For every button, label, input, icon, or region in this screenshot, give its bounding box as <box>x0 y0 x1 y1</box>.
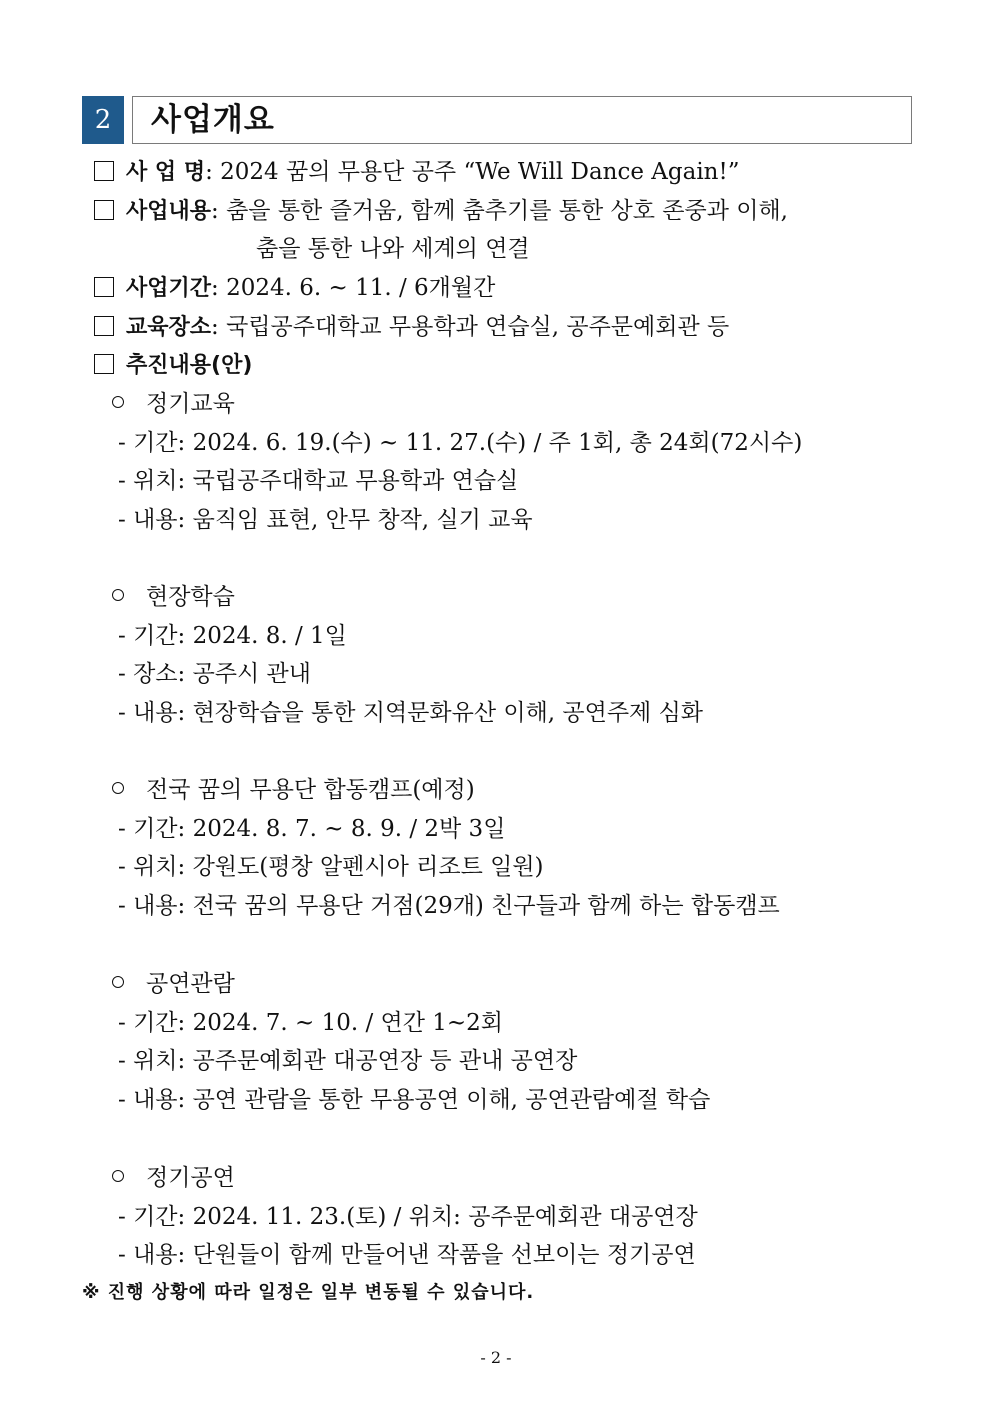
overview-item-content-continuation: 춤을 통한 나와 세계의 연결 <box>256 236 530 262</box>
checkbox-square-icon <box>94 316 114 336</box>
overview-item-name: 사 업 명: 2024 꿈의 무용단 공주 “We Will Dance Again!” <box>94 157 740 188</box>
program-title: 공연관람 <box>112 969 235 999</box>
program-detail: - 내용: 단원들이 함께 만들어낸 작품을 선보이는 정기공연 <box>118 1242 696 1268</box>
overview-item-period: 사업기간: 2024. 6. ~ 11. / 6개월간 <box>94 273 495 304</box>
program-title: 정기교육 <box>112 389 235 419</box>
program-detail: - 기간: 2024. 6. 19.(수) ~ 11. 27.(수) / 주 1회, 총 24회(72시수) <box>118 430 803 456</box>
section-title-box <box>132 96 912 144</box>
program-detail: - 내용: 현장학습을 통한 지역문화유산 이해, 공연주제 심화 <box>118 700 704 726</box>
section-number: 2 <box>82 96 124 144</box>
checkbox-square-icon <box>94 354 114 374</box>
program-title: 현장학습 <box>112 582 235 612</box>
checkbox-square-icon <box>94 277 114 297</box>
program-detail: - 기간: 2024. 8. / 1일 <box>118 623 347 649</box>
program-detail: - 위치: 국립공주대학교 무용학과 연습실 <box>118 468 519 494</box>
program-title: 정기공연 <box>112 1163 235 1193</box>
bullet-circle-icon <box>112 976 124 988</box>
program-detail: - 기간: 2024. 11. 23.(토) / 위치: 공주문예회관 대공연장 <box>118 1204 698 1230</box>
bullet-circle-icon <box>112 396 124 408</box>
program-title: 전국 꿈의 무용단 합동캠프(예정) <box>112 775 475 805</box>
bullet-circle-icon <box>112 589 124 601</box>
program-detail: - 위치: 강원도(평창 알펜시아 리조트 일원) <box>118 854 544 880</box>
checkbox-square-icon <box>94 161 114 181</box>
program-detail: - 장소: 공주시 관내 <box>118 661 311 687</box>
overview-item-location: 교육장소: 국립공주대학교 무용학과 연습실, 공주문예회관 등 <box>94 312 729 343</box>
program-detail: - 내용: 움직임 표현, 안무 창작, 실기 교육 <box>118 507 533 533</box>
page-number: - 2 - <box>480 1348 512 1367</box>
bullet-circle-icon <box>112 1170 124 1182</box>
program-detail: - 내용: 공연 관람을 통한 무용공연 이해, 공연관람예절 학습 <box>118 1087 711 1113</box>
section-title: 사업개요 <box>151 102 275 138</box>
schedule-change-note: ※ 진행 상황에 따라 일정은 일부 변동될 수 있습니다. <box>82 1282 535 1303</box>
program-detail: - 기간: 2024. 7. ~ 10. / 연간 1~2회 <box>118 1010 504 1036</box>
overview-item-plan: 추진내용(안) <box>94 350 252 381</box>
bullet-circle-icon <box>112 782 124 794</box>
program-detail: - 기간: 2024. 8. 7. ~ 8. 9. / 2박 3일 <box>118 816 506 842</box>
section-header <box>82 96 912 144</box>
checkbox-square-icon <box>94 200 114 220</box>
program-detail: - 내용: 전국 꿈의 무용단 거점(29개) 친구들과 함께 하는 합동캠프 <box>118 893 780 919</box>
overview-item-content: 사업내용: 춤을 통한 즐거움, 함께 춤추기를 통한 상호 존중과 이해, <box>94 196 788 227</box>
program-detail: - 위치: 공주문예회관 대공연장 등 관내 공연장 <box>118 1048 578 1074</box>
